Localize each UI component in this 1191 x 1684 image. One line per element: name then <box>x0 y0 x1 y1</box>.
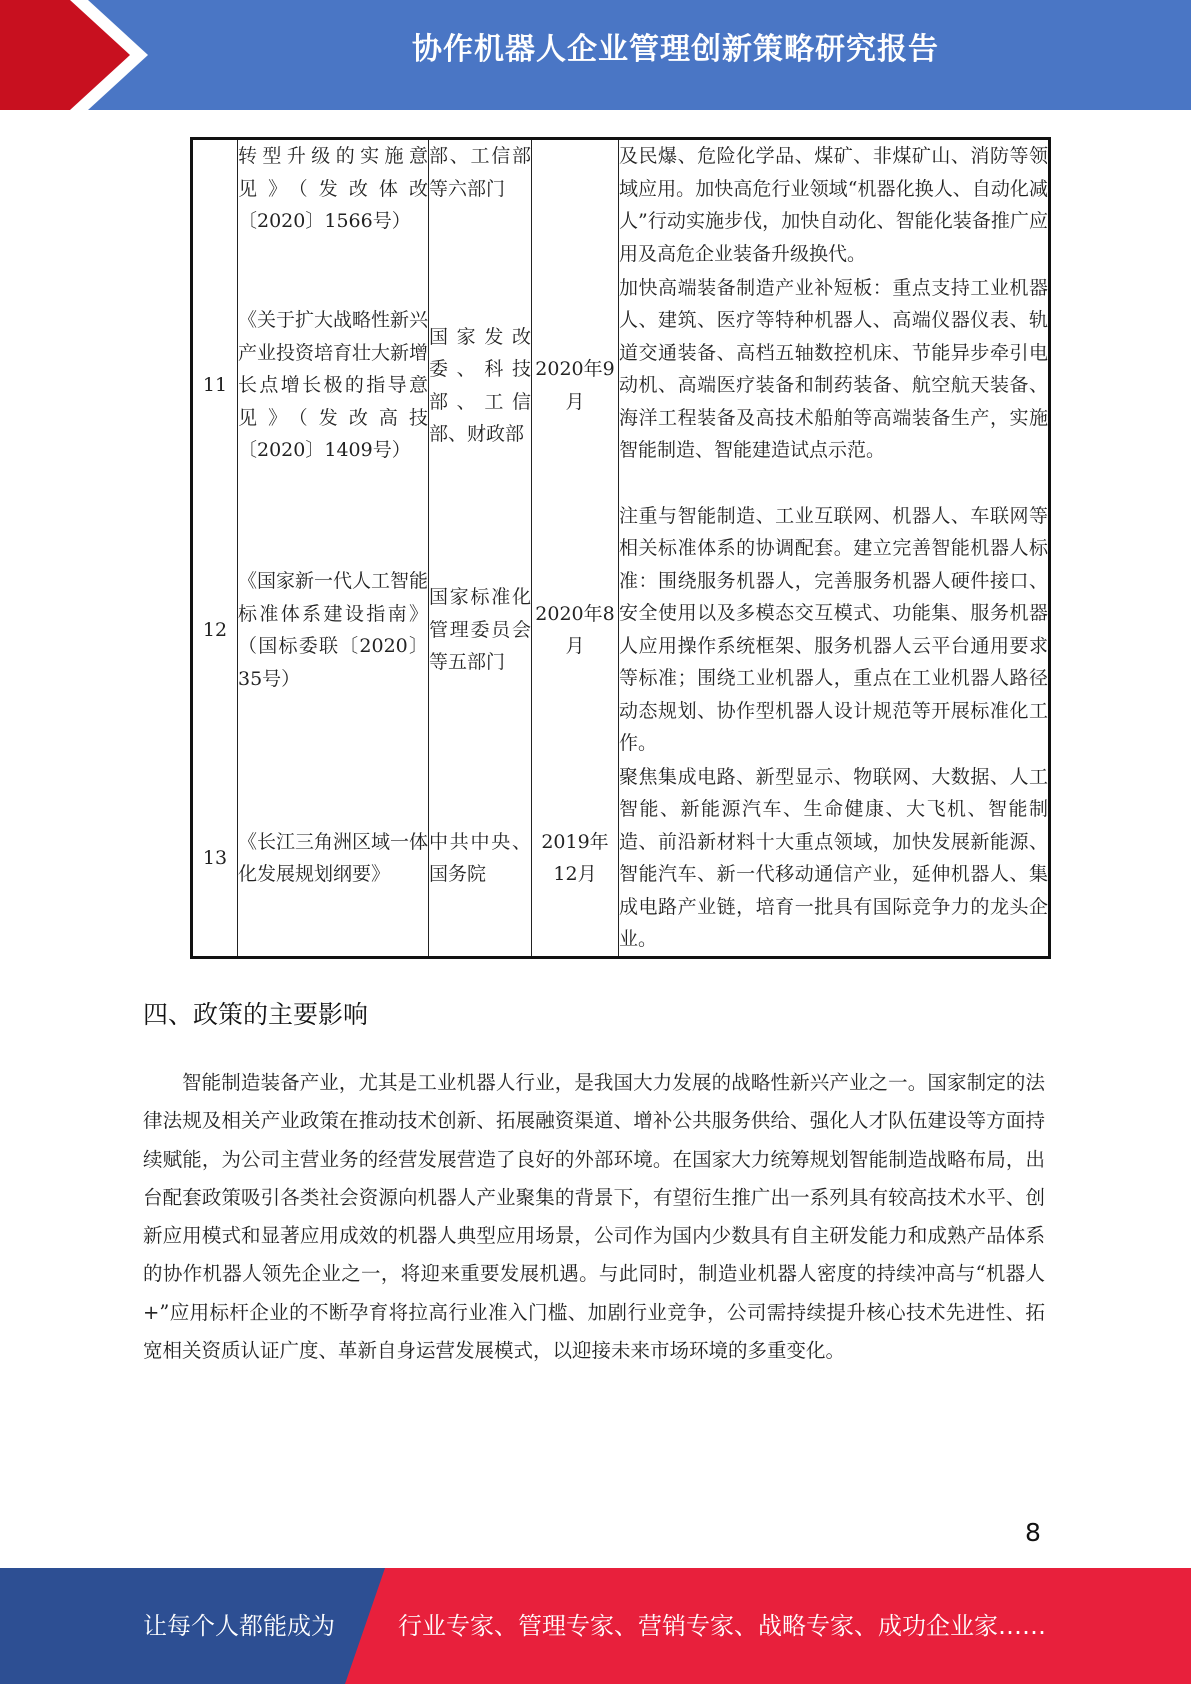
footer-slogan-right: 行业专家、管理专家、营销专家、战略专家、成功企业家…… <box>398 1612 1046 1640</box>
page-header <box>0 0 1191 110</box>
policy-content: 聚焦集成电路、新型显示、物联网、大数据、人工智能、新能源汽车、生命健康、大飞机、智能制造、前沿新材料十大重点领域，加快发展新能源、智能汽车、新一代移动通信产业，延伸机器人、集成电路产业链，培育一批具有国际竞争力的龙头企业。 <box>619 761 1050 958</box>
table-row <box>192 500 1050 761</box>
policy-name: 《关于扩大战略性新兴产业投资培育壮大新增长点增长极的指导意见》（发改高技〔2020〕1409号） <box>238 272 429 500</box>
report-title: 协作机器人企业管理创新策略研究报告 <box>412 32 939 67</box>
policy-name: 《国家新一代人工智能标准体系建设指南》（国标委联〔2020〕35号） <box>238 500 429 761</box>
issue-date: 2019年12月 <box>532 761 619 958</box>
issue-date: 2020年9月 <box>532 272 619 500</box>
issuing-department: 国家发改委、科技部、工信部、财政部 <box>429 272 532 500</box>
policy-content: 及民爆、危险化学品、煤矿、非煤矿山、消防等领域应用。加快高危行业领域“机器化换人、自动化减人”行动实施步伐，加快自动化、智能化装备推广应用及高危企业装备升级换代。 <box>619 139 1050 272</box>
policy-name: 《长江三角洲区域一体化发展规划纲要》 <box>238 761 429 958</box>
table-row <box>192 272 1050 500</box>
row-number <box>192 139 238 272</box>
issuing-department: 中共中央、国务院 <box>429 761 532 958</box>
table-row <box>192 761 1050 958</box>
section-heading: 四、政策的主要影响 <box>143 1000 369 1029</box>
issuing-department: 部、工信部等六部门 <box>429 139 532 272</box>
page-footer <box>0 1568 1191 1684</box>
issuing-department: 国家标准化管理委员会等五部门 <box>429 500 532 761</box>
policy-content: 加快高端装备制造产业补短板：重点支持工业机器人、建筑、医疗等特种机器人、高端仪器仪表、轨道交通装备、高档五轴数控机床、节能异步牵引电动机、高端医疗装备和制药装备、航空航天装备、海洋工程装备及高技术船舶等高端装备生产，实施智能制造、智能建造试点示范。 <box>619 272 1050 500</box>
footer-slogan-left: 让每个人都能成为 <box>143 1612 335 1640</box>
row-number: 12 <box>192 500 238 761</box>
row-number: 13 <box>192 761 238 958</box>
section-body-paragraph: 智能制造装备产业，尤其是工业机器人行业，是我国大力发展的战略性新兴产业之一。国家制定的法律法规及相关产业政策在推动技术创新、拓展融资渠道、增补公共服务供给、强化人才队伍建设等方面持续赋能，为公司主营业务的经营发展营造了良好的外部环境。在国家大力统筹规划智能制造战略布局，出台配套政策吸引各类社会资源向机器人产业聚集的背景下，有望衍生推广出一系列具有较高技术水平、创新应用模式和显著应用成效的机器人典型应用场景，公司作为国内少数具有自主研发能力和成熟产品体系的协作机器人领先企业之一，将迎来重要发展机遇。与此同时，制造业机器人密度的持续冲高与“机器人+”应用标杆企业的不断孕育将拉高行业准入门槛、加剧行业竞争，公司需持续提升核心技术先进性、拓宽相关资质认证广度、革新自身运营发展模式，以迎接未来市场环境的多重变化。 <box>143 1071 1045 1363</box>
row-number: 11 <box>192 272 238 500</box>
policy-name: 转型升级的实施意见》（发改体改〔2020〕1566号） <box>238 139 429 272</box>
issue-date <box>532 139 619 272</box>
issue-date: 2020年8月 <box>532 500 619 761</box>
table-row <box>192 139 1050 272</box>
policy-content: 注重与智能制造、工业互联网、机器人、车联网等相关标准体系的协调配套。建立完善智能机器人标准：围绕服务机器人，完善服务机器人硬件接口、安全使用以及多模态交互模式、功能集、服务机器人应用操作系统框架、服务机器人云平台通用要求等标准；围绕工业机器人，重点在工业机器人路径动态规划、协作型机器人设计规范等开展标准化工作。 <box>619 500 1050 761</box>
page-number: 8 <box>1025 1518 1041 1547</box>
policy-table <box>190 137 1051 959</box>
